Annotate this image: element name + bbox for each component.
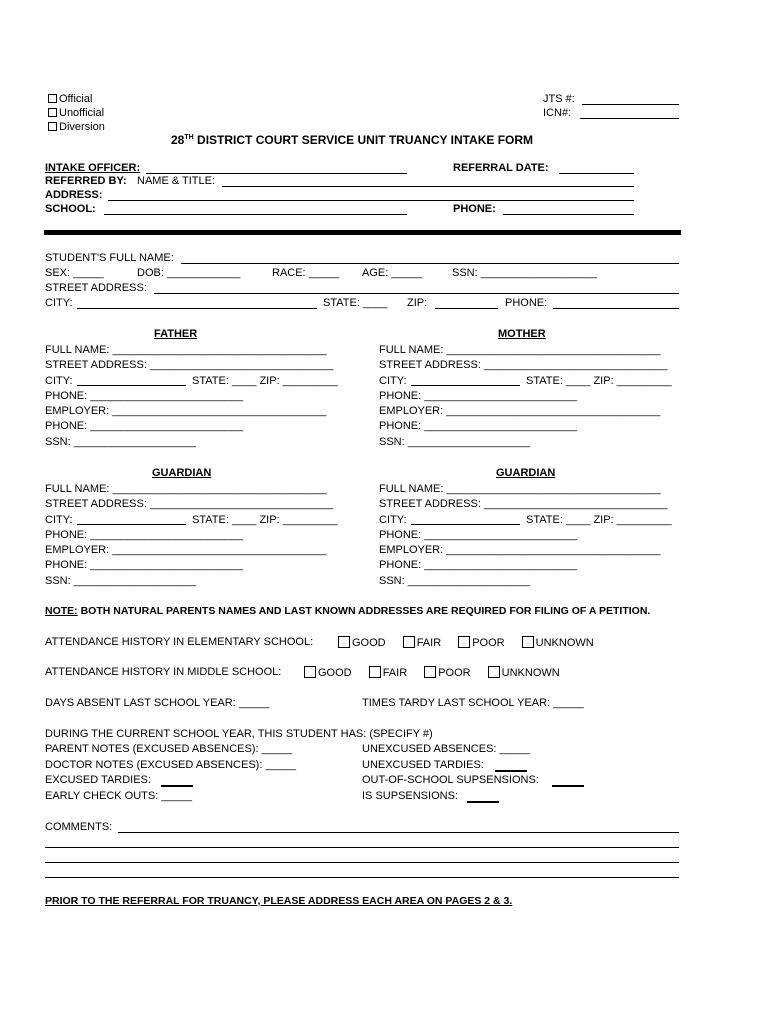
school-label: SCHOOL: <box>45 203 96 215</box>
middle-fair-option[interactable]: FAIR <box>369 666 407 680</box>
unexcused-tardies-field[interactable] <box>495 770 527 772</box>
referred-by-label: REFERRED BY: <box>45 175 127 187</box>
guardian2-city-label: CITY: <box>379 514 407 526</box>
guardian1-state-zip[interactable]: STATE: ____ ZIP: _________ <box>192 514 338 526</box>
address-field[interactable] <box>108 200 634 201</box>
student-street-label: STREET ADDRESS: <box>45 282 147 294</box>
guardian1-heading: GUARDIAN <box>152 467 212 479</box>
excused-tardies-field[interactable] <box>161 785 193 787</box>
student-city-label: CITY: <box>45 297 73 309</box>
middle-unknown-option[interactable]: UNKNOWN <box>488 666 560 680</box>
student-zip-label: ZIP: <box>407 297 428 309</box>
elementary-fair-option[interactable]: FAIR <box>403 636 441 650</box>
father-ssn[interactable]: SSN: ____________________ <box>45 436 197 448</box>
guardian1-city-field[interactable] <box>77 524 186 525</box>
page-title: 28TH DISTRICT COURT SERVICE UNIT TRUANCY INTAKE FORM <box>171 133 534 147</box>
oss-field[interactable] <box>552 785 584 787</box>
father-employer-phone[interactable]: PHONE: _________________________ <box>45 420 244 432</box>
elementary-good-option[interactable]: GOOD <box>338 636 386 650</box>
oss-label: OUT-OF-SCHOOL SUPSENSIONS: <box>362 774 539 786</box>
student-zip-field[interactable] <box>435 308 498 309</box>
elementary-attendance-options <box>338 636 608 650</box>
official-checkbox[interactable] <box>48 94 57 103</box>
official-label: Official <box>59 93 93 105</box>
doctor-notes-field[interactable]: DOCTOR NOTES (EXCUSED ABSENCES): _____ <box>45 759 297 771</box>
guardian1-street[interactable]: STREET ADDRESS: ______________________________ <box>45 498 334 510</box>
petition-note: NOTE: BOTH NATURAL PARENTS NAMES AND LAST KNOWN ADDRESSES ARE REQUIRED FOR FILING OF A PETITION. <box>45 605 651 617</box>
middle-unknown-checkbox[interactable] <box>488 666 500 678</box>
middle-poor-checkbox[interactable] <box>424 666 436 678</box>
intake-officer-field[interactable] <box>146 173 407 174</box>
is-suspensions-field[interactable] <box>467 801 499 803</box>
middle-attendance-options <box>304 666 574 680</box>
status-unofficial[interactable] <box>48 107 104 120</box>
current-year-intro: DURING THE CURRENT SCHOOL YEAR, THIS STUDENT HAS: (SPECIFY #) <box>45 728 433 740</box>
father-street[interactable]: STREET ADDRESS: ______________________________ <box>45 359 334 371</box>
father-phone[interactable]: PHONE: _________________________ <box>45 390 244 402</box>
parent-notes-field[interactable]: PARENT NOTES (EXCUSED ABSENCES): _____ <box>45 743 293 755</box>
student-street-field[interactable] <box>154 293 679 294</box>
comments-line-1[interactable] <box>118 832 679 833</box>
status-official[interactable] <box>48 93 92 106</box>
unofficial-label: Unofficial <box>59 107 105 119</box>
guardian1-ssn[interactable]: SSN: ____________________ <box>45 575 197 587</box>
elementary-good-checkbox[interactable] <box>338 636 350 648</box>
school-field[interactable] <box>104 214 407 215</box>
referral-date-field[interactable] <box>559 173 634 174</box>
father-heading: FATHER <box>154 328 198 340</box>
diversion-checkbox[interactable] <box>48 122 57 131</box>
student-phone-label: PHONE: <box>505 297 548 309</box>
mother-full-name[interactable]: FULL NAME: ___________________________________ <box>379 344 661 356</box>
unofficial-checkbox[interactable] <box>48 108 57 117</box>
father-city-field[interactable] <box>77 385 186 386</box>
mother-street[interactable]: STREET ADDRESS: ______________________________ <box>379 359 668 371</box>
times-tardy-field[interactable]: TIMES TARDY LAST SCHOOL YEAR: _____ <box>362 697 584 709</box>
middle-fair-checkbox[interactable] <box>369 666 381 678</box>
dob-field[interactable]: DOB: ____________ <box>137 267 241 279</box>
excused-tardies-label: EXCUSED TARDIES: <box>45 774 151 786</box>
mother-city-field[interactable] <box>411 385 520 386</box>
guardian2-ssn[interactable]: SSN: ____________________ <box>379 575 531 587</box>
icn-field[interactable] <box>580 118 679 119</box>
address-label: ADDRESS: <box>45 189 103 201</box>
elementary-poor-checkbox[interactable] <box>458 636 470 648</box>
student-name-label: STUDENT'S FULL NAME: <box>45 252 174 264</box>
elementary-fair-checkbox[interactable] <box>403 636 415 648</box>
middle-good-option[interactable]: GOOD <box>304 666 352 680</box>
referral-date-label: REFERRAL DATE: <box>453 162 549 174</box>
elementary-poor-option[interactable]: POOR <box>458 636 504 650</box>
mother-ssn[interactable]: SSN: ____________________ <box>379 436 531 448</box>
student-name-field[interactable] <box>181 263 679 264</box>
elementary-unknown-checkbox[interactable] <box>522 636 534 648</box>
father-employer[interactable]: EMPLOYER: ___________________________________ <box>45 405 327 417</box>
mother-heading: MOTHER <box>498 328 546 340</box>
guardian1-employer-phone[interactable]: PHONE: _________________________ <box>45 559 244 571</box>
guardian2-state-zip[interactable]: STATE: ____ ZIP: _________ <box>526 514 672 526</box>
mother-employer-phone[interactable]: PHONE: _________________________ <box>379 420 578 432</box>
guardian1-phone[interactable]: PHONE: _________________________ <box>45 529 244 541</box>
diversion-label: Diversion <box>59 121 105 133</box>
guardian2-street[interactable]: STREET ADDRESS: ______________________________ <box>379 498 668 510</box>
mother-city-label: CITY: <box>379 375 407 387</box>
jts-field[interactable] <box>582 104 679 105</box>
middle-poor-option[interactable]: POOR <box>424 666 470 680</box>
guardian2-employer-phone[interactable]: PHONE: _________________________ <box>379 559 578 571</box>
status-diversion[interactable] <box>48 121 105 134</box>
elementary-attendance-label: ATTENDANCE HISTORY IN ELEMENTARY SCHOOL: <box>45 636 314 648</box>
section-divider <box>44 230 681 235</box>
comments-line-4[interactable] <box>45 877 679 878</box>
school-phone-label: PHONE: <box>453 203 496 215</box>
jts-label: JTS #: <box>543 93 575 105</box>
comments-line-2[interactable] <box>45 847 679 848</box>
student-state-field[interactable]: STATE: ____ <box>323 297 388 309</box>
unexcused-tardies-label: UNEXCUSED TARDIES: <box>362 759 484 771</box>
mother-state-zip[interactable]: STATE: ____ ZIP: _________ <box>526 375 672 387</box>
age-field[interactable]: AGE: _____ <box>362 267 422 279</box>
guardian2-full-name[interactable]: FULL NAME: ___________________________________ <box>379 483 661 495</box>
guardian1-full-name[interactable]: FULL NAME: ___________________________________ <box>45 483 327 495</box>
guardian2-city-field[interactable] <box>411 524 520 525</box>
is-suspensions-label: IS SUPSENSIONS: <box>362 790 458 802</box>
student-city-field[interactable] <box>77 308 317 309</box>
referred-by-field[interactable] <box>222 186 634 187</box>
race-field[interactable]: RACE: _____ <box>272 267 340 279</box>
sex-field[interactable]: SEX: _____ <box>45 267 104 279</box>
mother-employer[interactable]: EMPLOYER: ___________________________________ <box>379 405 661 417</box>
unexcused-absences-field[interactable]: UNEXCUSED ABSENCES: _____ <box>362 743 531 755</box>
father-state-zip[interactable]: STATE: ____ ZIP: _________ <box>192 375 338 387</box>
school-phone-field[interactable] <box>503 214 634 215</box>
father-full-name[interactable]: FULL NAME: ___________________________________ <box>45 344 327 356</box>
father-city-label: CITY: <box>45 375 73 387</box>
guardian1-city-label: CITY: <box>45 514 73 526</box>
middle-good-checkbox[interactable] <box>304 666 316 678</box>
mother-phone[interactable]: PHONE: _________________________ <box>379 390 578 402</box>
early-checkouts-field[interactable]: EARLY CHECK OUTS: _____ <box>45 790 192 802</box>
days-absent-field[interactable]: DAYS ABSENT LAST SCHOOL YEAR: _____ <box>45 697 270 709</box>
name-title-label: NAME & TITLE: <box>137 175 216 187</box>
guardian2-phone[interactable]: PHONE: _________________________ <box>379 529 578 541</box>
guardian2-employer[interactable]: EMPLOYER: ___________________________________ <box>379 544 661 556</box>
footer-instruction: PRIOR TO THE REFERRAL FOR TRUANCY, PLEASE ADDRESS EACH AREA ON PAGES 2 & 3. <box>45 895 513 907</box>
icn-label: ICN#: <box>543 107 572 119</box>
guardian1-employer[interactable]: EMPLOYER: ___________________________________ <box>45 544 327 556</box>
intake-officer-label: INTAKE OFFICER: <box>45 162 141 174</box>
elementary-unknown-option[interactable]: UNKNOWN <box>522 636 594 650</box>
student-ssn-field[interactable]: SSN: ___________________ <box>452 267 597 279</box>
guardian2-heading: GUARDIAN <box>496 467 556 479</box>
comments-label: COMMENTS: <box>45 821 113 833</box>
student-phone-field[interactable] <box>553 308 679 309</box>
comments-line-3[interactable] <box>45 862 679 863</box>
middle-attendance-label: ATTENDANCE HISTORY IN MIDDLE SCHOOL: <box>45 666 282 678</box>
